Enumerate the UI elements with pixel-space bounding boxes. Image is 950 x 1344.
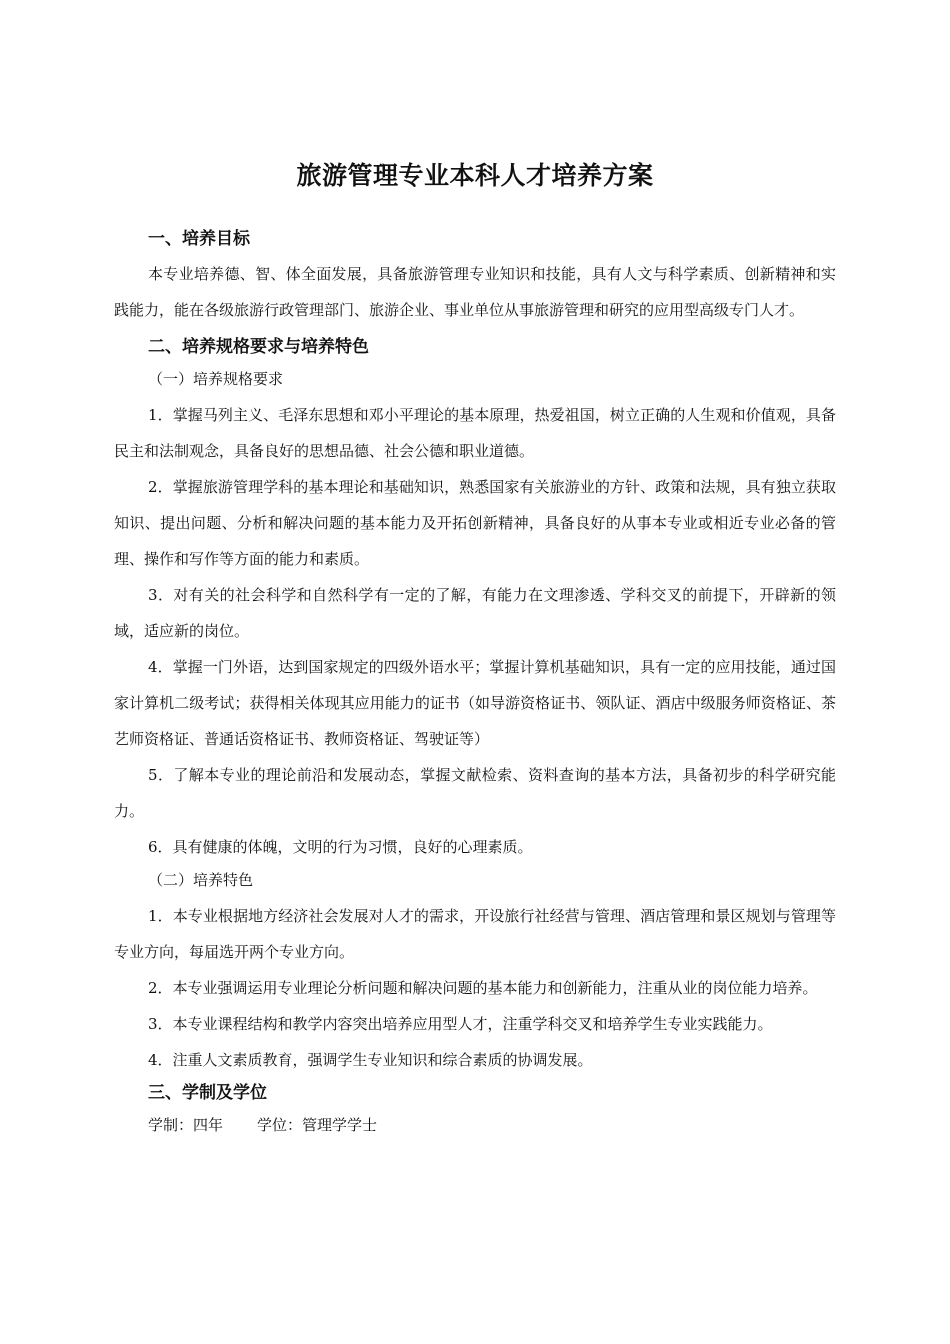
requirement-item-1: 1．掌握马列主义、毛泽东思想和邓小平理论的基本原理，热爱祖国，树立正确的人生观和价值观，具备民主和法制观念，具备良好的思想品德、社会公德和职业道德。	[114, 406, 836, 460]
section-heading-degree: 三、学制及学位	[148, 1083, 267, 1103]
requirement-item-3: 3．对有关的社会科学和自然科学有一定的了解，有能力在文理渗透、学科交叉的前提下，开辟新的领域，适应新的岗位。	[114, 586, 836, 640]
duration-degree-line	[114, 1110, 836, 1140]
feature-item-4: 4．注重人文素质教育，强调学生专业知识和综合素质的协调发展。	[148, 1051, 593, 1069]
requirement-item-2: 2．掌握旅游管理学科的基本理论和基础知识，熟悉国家有关旅游业的方针、政策和法规，具有独立获取知识、提出问题、分析和解决问题的基本能力及开拓创新精神，具备良好的从事本专业或相近专业必备的管理、操作和写作等方面的能力和素质。	[114, 478, 836, 568]
section-heading-requirements: 二、培养规格要求与培养特色	[148, 337, 369, 357]
subsection-heading-features: （二）培养特色	[148, 871, 254, 889]
requirement-item-4: 4．掌握一门外语，达到国家规定的四级外语水平；掌握计算机基础知识，具有一定的应用技能，通过国家计算机二级考试；获得相关体现其应用能力的证书（如导游资格证书、领队证、酒店中级服务师资格证、茶艺师资格证、普通话资格证书、教师资格证、驾驶证等）	[114, 658, 836, 748]
feature-item-3: 3．本专业课程结构和教学内容突出培养应用型人才，注重学科交叉和培养学生专业实践能力。	[148, 1015, 773, 1033]
requirement-item-6: 6．具有健康的体魄，文明的行为习惯，良好的心理素质。	[148, 838, 533, 856]
requirement-item-5: 5．了解本专业的理论前沿和发展动态，掌握文献检索、资料查询的基本方法，具备初步的科学研究能力。	[114, 766, 836, 820]
document-title: 旅游管理专业本科人才培养方案	[296, 161, 654, 190]
feature-item-2: 2．本专业强调运用专业理论分析问题和解决问题的基本能力和创新能力，注重从业的岗位能力培养。	[148, 979, 818, 997]
feature-item-1: 1．本专业根据地方经济社会发展对人才的需求，开设旅行社经营与管理、酒店管理和景区规划与管理等专业方向，每届选开两个专业方向。	[114, 907, 836, 961]
section-heading-objectives: 一、培养目标	[148, 229, 250, 249]
duration-text: 学制：四年	[148, 1116, 224, 1134]
objectives-paragraph: 本专业培养德、智、体全面发展，具备旅游管理专业知识和技能，具有人文与科学素质、创新精神和实践能力，能在各级旅游行政管理部门、旅游企业、事业单位从事旅游管理和研究的应用型高级专门人才。	[114, 265, 836, 319]
document-body	[114, 224, 836, 1140]
subsection-heading-requirements: （一）培养规格要求	[148, 370, 284, 388]
degree-text: 学位：管理学学士	[257, 1116, 378, 1134]
